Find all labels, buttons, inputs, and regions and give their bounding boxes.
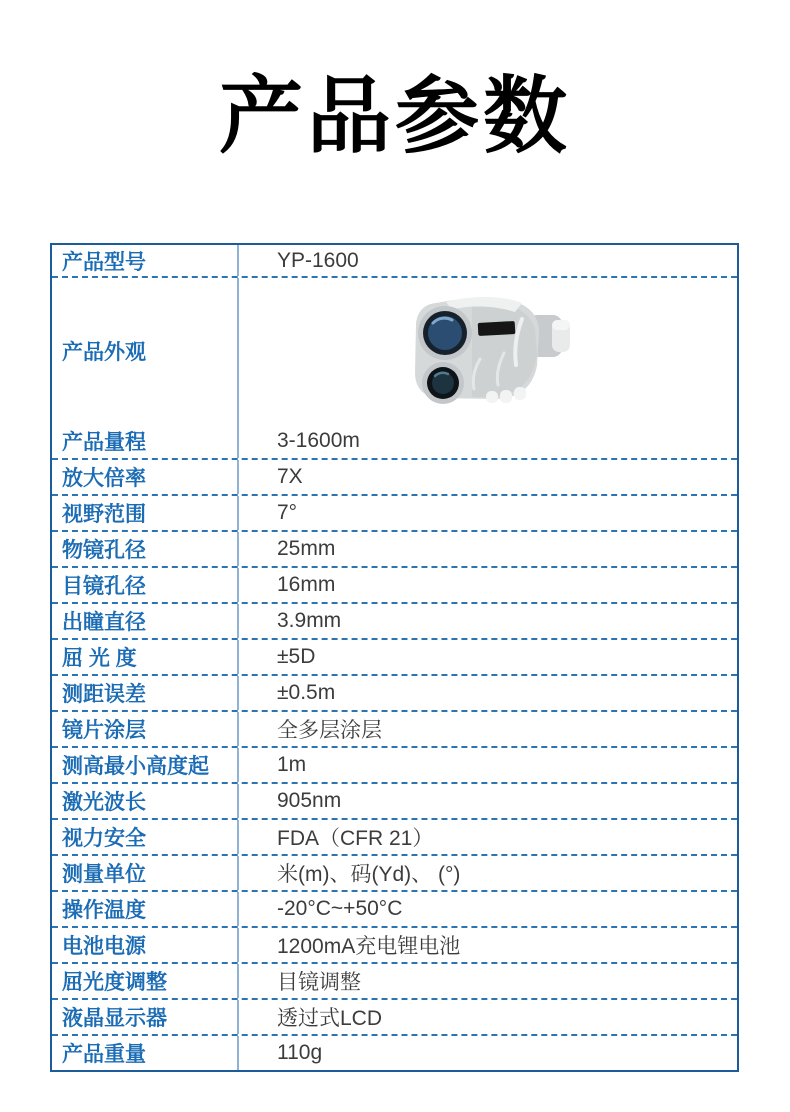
spec-value: YP-1600 bbox=[277, 248, 359, 272]
table-row bbox=[52, 962, 737, 998]
spec-value: FDA（CFR 21） bbox=[277, 827, 434, 850]
spec-label: 物镜孔径 bbox=[52, 532, 239, 566]
spec-label: 放大倍率 bbox=[52, 460, 239, 494]
spec-label: 视力安全 bbox=[52, 820, 239, 854]
table-row bbox=[52, 530, 737, 566]
spec-value: 25mm bbox=[277, 537, 336, 560]
spec-table bbox=[50, 243, 739, 1072]
spec-rows bbox=[52, 424, 737, 1070]
spec-label: 电池电源 bbox=[52, 928, 239, 962]
spec-value: 905nm bbox=[277, 789, 342, 812]
spec-value: 3.9mm bbox=[277, 609, 342, 632]
table-row bbox=[52, 1034, 737, 1070]
spec-value: 3-1600m bbox=[277, 429, 360, 452]
table-row bbox=[52, 602, 737, 638]
table-row bbox=[52, 890, 737, 926]
table-row bbox=[52, 746, 737, 782]
table-row bbox=[52, 782, 737, 818]
spec-label: 视野范围 bbox=[52, 496, 239, 530]
table-row bbox=[52, 854, 737, 890]
spec-value: ±0.5m bbox=[277, 681, 336, 704]
product-image-cell bbox=[239, 278, 737, 424]
table-row-appearance bbox=[52, 276, 737, 424]
spec-value: 7° bbox=[277, 501, 298, 524]
table-row-model bbox=[52, 245, 737, 276]
spec-value: 1m bbox=[277, 753, 307, 776]
spec-value: 米(m)、码(Yd)、 (°) bbox=[277, 863, 461, 886]
spec-value: -20°C~+50°C bbox=[277, 897, 403, 920]
spec-value: 7X bbox=[277, 465, 303, 488]
spec-label: 操作温度 bbox=[52, 892, 239, 926]
spec-label: 屈光度调整 bbox=[52, 964, 239, 998]
spec-value: 16mm bbox=[277, 573, 336, 596]
spec-label: 液晶显示器 bbox=[52, 1000, 239, 1034]
table-row bbox=[52, 926, 737, 962]
spec-value: 1200mA充电锂电池 bbox=[277, 935, 461, 958]
table-row bbox=[52, 458, 737, 494]
table-row bbox=[52, 424, 737, 458]
table-row bbox=[52, 638, 737, 674]
spec-value: 透过式LCD bbox=[277, 1007, 383, 1030]
spec-label: 镜片涂层 bbox=[52, 712, 239, 746]
spec-label: 测量单位 bbox=[52, 856, 239, 890]
page-title: 产品参数 bbox=[218, 66, 571, 165]
spec-label: 激光波长 bbox=[52, 784, 239, 818]
spec-label: 产品型号 bbox=[52, 245, 239, 276]
spec-label: 出瞳直径 bbox=[52, 604, 239, 638]
table-row bbox=[52, 710, 737, 746]
spec-label: 测高最小高度起 bbox=[52, 748, 239, 782]
spec-label: 目镜孔径 bbox=[52, 568, 239, 602]
table-row bbox=[52, 566, 737, 602]
spec-label: 屈 光 度 bbox=[52, 640, 239, 674]
table-row bbox=[52, 998, 737, 1034]
spec-value: ±5D bbox=[277, 645, 316, 668]
spec-value: 110g bbox=[277, 1041, 323, 1064]
laser-rangefinder-photo bbox=[402, 293, 574, 409]
spec-value: 全多层涂层 bbox=[277, 719, 382, 742]
spec-value: 目镜调整 bbox=[277, 971, 361, 994]
spec-label: 产品重量 bbox=[52, 1036, 239, 1070]
spec-label: 产品外观 bbox=[52, 278, 239, 424]
spec-label: 测距误差 bbox=[52, 676, 239, 710]
spec-label: 产品量程 bbox=[52, 424, 239, 458]
table-row bbox=[52, 494, 737, 530]
table-row bbox=[52, 674, 737, 710]
table-row bbox=[52, 818, 737, 854]
